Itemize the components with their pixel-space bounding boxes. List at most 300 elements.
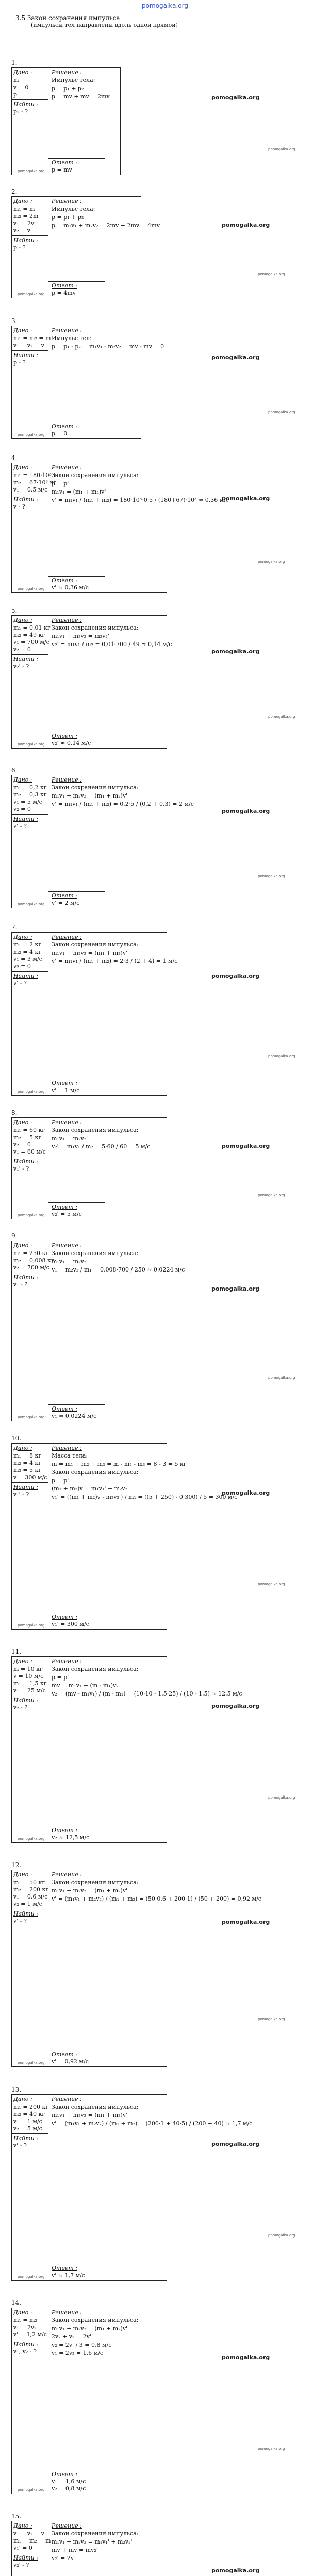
watermark: pomogalka.org — [222, 222, 270, 228]
given-label: Дано : — [13, 464, 32, 471]
answer-value: v₂ = 0,8 м/с — [52, 2485, 86, 2492]
problem-number: 6. — [11, 767, 18, 774]
given-value: m₂ = 4 кг — [13, 948, 42, 955]
answer-value: v₁' = 300 м/с — [52, 1621, 89, 1628]
watermark: pomogalka.org — [222, 1919, 270, 1925]
watermark: pomogalka.org — [222, 808, 270, 815]
given-value: m₂ = 67·10³ кг — [13, 479, 57, 486]
answer-value: p = mv — [52, 166, 72, 173]
find-label: Найти : — [13, 2554, 38, 2561]
solution-column — [48, 1241, 185, 1421]
given-value: v₁ = 1 м/с — [13, 2118, 42, 2125]
solution-column — [48, 463, 229, 592]
given-column — [12, 2521, 51, 2576]
given-divider — [12, 99, 48, 100]
given-value: m₁ = m — [13, 206, 35, 212]
answer-value: v₁ ≈ 0,0224 м/с — [52, 1413, 97, 1419]
answer-value: v' = 0,92 м/с — [52, 2058, 89, 2065]
given-value: v₁ = 0,6 м/с — [13, 1893, 48, 1900]
solution-line: p = p' — [52, 1477, 69, 1484]
problem-box — [11, 2521, 167, 2576]
problem-number: 4. — [11, 454, 18, 462]
solution-label: Решение : — [52, 2522, 82, 2529]
solution-line: v₂' = m₁v₁ / m₂ = 0,01·700 / 49 ≈ 0,14 м/с — [52, 641, 172, 648]
given-divider — [12, 814, 48, 815]
given-label: Дано : — [13, 198, 32, 205]
problem-number: 1. — [11, 59, 18, 66]
given-label: Дано : — [13, 1242, 32, 1249]
answer-label: Ответ : — [52, 577, 77, 584]
watermark: pomogalka.org — [211, 1285, 260, 1292]
problem-number: 13. — [11, 2086, 22, 2093]
watermark-small: pomogalka.org — [268, 715, 295, 719]
answer-label: Ответ : — [52, 282, 77, 289]
solution-line: m₁v₁ = m₂v₂ — [52, 1258, 87, 1265]
given-value: v₁ = 2v₂ — [13, 2324, 37, 2331]
given-column — [12, 1444, 48, 1629]
solution-line: m₁v₁ + m₂v₂ = (m₁ + m₂)v' — [52, 792, 128, 799]
problem-box — [11, 775, 194, 908]
given-column — [12, 775, 48, 908]
solution-column — [48, 933, 178, 1095]
solution-line: v₁' = ((m₁ + m₂)v - m₂v₂') / m₁ = ((5 + 250) - 0·300) / 5 = 300 м/с — [52, 1494, 238, 1500]
given-value: m₁ = 50 кг — [13, 1879, 45, 1886]
problem-box — [11, 1443, 238, 1630]
solution-column — [48, 2308, 167, 2494]
given-column — [12, 68, 48, 175]
solution-label: Решение : — [52, 1658, 82, 1665]
watermark-small: pomogalka.org — [268, 1376, 295, 1380]
solution-line: m₁v₁ = (m₁ + m₂)v' — [52, 488, 106, 495]
problem-box — [11, 326, 164, 439]
solution-line: Закон сохранения импульса: — [52, 1666, 139, 1672]
given-column — [12, 1241, 54, 1421]
solution-line: Закон сохранения импульса: — [52, 2104, 139, 2110]
find-value: v₂' - ? — [13, 2562, 29, 2568]
watermark: pomogalka.org — [222, 1143, 270, 1149]
solution-line: v' = (m₁v₁ + m₂v₂) / (m₁ + m₂) = (50·0,6 + 200·1) / (50 + 200) = 0,92 м/с — [52, 1895, 261, 1902]
given-value: v₂ = 0 — [13, 806, 31, 812]
given-divider — [12, 350, 48, 351]
answer-value: p = 4mv — [52, 290, 76, 296]
given-value: p — [13, 91, 18, 98]
problem-box — [11, 1241, 185, 1421]
problem-number: 12. — [11, 1861, 22, 1869]
solution-line: m₁v₁ + m₂v₂ = (m₁ + m₂)v' — [52, 950, 128, 956]
watermark-small: pomogalka.org — [258, 272, 285, 276]
solution-label: Решение : — [52, 617, 82, 623]
find-value: v - ? — [13, 503, 25, 510]
solution-line: Закон сохранения импульса: — [52, 2317, 139, 2324]
answer-label: Ответ : — [52, 423, 77, 430]
problem-box — [11, 1117, 167, 1219]
solution-line: Закон сохранения импульса: — [52, 1127, 139, 1133]
watermark-small: pomogalka.org — [268, 2233, 295, 2238]
problem-number: 14. — [11, 2299, 22, 2307]
find-label: Найти : — [13, 1274, 38, 1281]
given-value: v₂ = 0 — [13, 646, 31, 653]
given-value: m₁ = 8 кг — [13, 1452, 42, 1459]
solution-line: m₁v₁ + m₂v₂ = m₁v₁' + m₂v₂' — [52, 2538, 133, 2545]
find-value: v' - ? — [13, 1918, 27, 1924]
solution-line: mv + mv = mv₂' — [52, 2547, 98, 2553]
given-value: v₁ = 3 м/с — [13, 956, 42, 962]
find-value: v₁' - ? — [13, 1491, 29, 1498]
answer-value: v₂' = 5 м/с — [52, 1211, 82, 1217]
given-value: m₂ = 2m — [13, 213, 39, 219]
answer-label: Ответ : — [52, 2051, 77, 2058]
find-label: Найти : — [13, 816, 38, 822]
given-value: v₂ = 1 м/с — [13, 1901, 42, 1907]
solution-line: v' = m₁v₁ / (m₁ + m₂) = 0,2·5 / (0,2 + 0,3) = 2 м/с — [52, 801, 194, 807]
given-value: v₁' = 0 — [13, 2545, 32, 2551]
given-label: Дано : — [13, 776, 32, 783]
watermark: pomogalka.org — [211, 354, 260, 361]
given-column — [12, 2308, 48, 2494]
watermark: pomogalka.org — [222, 2354, 270, 2361]
find-value: v₁' - ? — [13, 1165, 29, 1172]
find-value: v' - ? — [13, 2142, 27, 2149]
given-value: v₁ = v₂ = v — [13, 2530, 44, 2537]
given-divider — [12, 971, 48, 972]
given-label: Дано : — [13, 1445, 32, 1451]
given-label: Дано : — [13, 1871, 32, 1878]
solution-label: Решение : — [52, 327, 82, 334]
find-value: v' - ? — [13, 980, 27, 987]
solution-line: v₂ = (mv - m₁v₁) / (m - m₁) = (10·10 - 1,5·25) / (10 - 1,5) ≈ 12,5 м/с — [52, 1690, 242, 1697]
watermark-small: pomogalka.org — [258, 1582, 285, 1586]
answer-label: Ответ : — [52, 1827, 77, 1834]
solution-line: Импульс тела: — [52, 206, 95, 212]
given-label: Дано : — [13, 934, 32, 940]
watermark-small: pomogalka.org — [18, 1623, 45, 1628]
watermark-small: pomogalka.org — [258, 874, 285, 878]
solution-column — [48, 1444, 238, 1629]
problem-number: 10. — [11, 1435, 22, 1442]
solution-line: Закон сохранения импульса: — [52, 1250, 139, 1257]
find-label: Найти : — [13, 973, 38, 979]
solution-line: Закон сохранения импульса: — [52, 472, 139, 479]
answer-value: v' = 2 м/с — [52, 900, 80, 906]
given-value: v₁ = 700 м/с — [13, 639, 50, 646]
given-value: m — [13, 77, 19, 83]
solution-line: p = p' — [52, 1674, 69, 1681]
watermark-small: pomogalka.org — [18, 1837, 45, 1841]
solution-line: p = p₁ + p₂ — [52, 214, 84, 221]
solution-line: v' = m₁v₁ / (m₁ + m₂) = 2·3 / (2 + 4) = 1 м/с — [52, 958, 178, 964]
find-label: Найти : — [13, 1910, 38, 1917]
given-value: v = 10 м/с — [13, 1673, 44, 1680]
answer-divider — [48, 891, 105, 892]
watermark-small: pomogalka.org — [258, 560, 285, 564]
answer-divider — [48, 576, 105, 577]
solution-column — [48, 2521, 167, 2576]
solution-column — [48, 616, 172, 748]
solution-line: p = m₁v₁ + m₂v₂ = 2mv + 2mv = 4mv — [52, 222, 160, 229]
given-label: Дано : — [13, 1658, 32, 1665]
given-label: Дано : — [13, 617, 32, 623]
problem-number: 15. — [11, 2513, 22, 2520]
answer-label: Ответ : — [52, 1614, 77, 1620]
solution-line: 2v₂ + v₂ = 2v' — [52, 2333, 91, 2340]
site-link[interactable]: pomogalka.org — [142, 2, 188, 9]
watermark: pomogalka.org — [211, 973, 260, 979]
given-column — [12, 197, 48, 298]
given-value: m₁ = m₂ = m — [13, 2537, 51, 2544]
problem-box — [11, 2308, 167, 2494]
problem-number: 11. — [11, 1648, 22, 1655]
watermark: pomogalka.org — [211, 2141, 260, 2147]
given-value: v₁ = 2v — [13, 220, 35, 227]
find-value: p - ? — [13, 244, 26, 251]
problem-number: 3. — [11, 317, 18, 325]
given-value: m₃ = 5 кг — [13, 1467, 42, 1473]
given-value: m₂ = 0,3 кг — [13, 791, 47, 798]
answer-value: v' ≈ 1,7 м/с — [52, 2272, 85, 2279]
solution-line: v' = m₁v₁ / (m₁ + m₂) = 180·10³·0,5 / (180+67)·10³ ≈ 0,36 м/с — [52, 497, 229, 503]
solution-line: m₁v₁ = m₂v₂' — [52, 1135, 88, 1142]
solution-line: m₁v₁ + m₂v₂ = (m₁ + m₂)v' — [52, 2112, 128, 2119]
find-label: Найти : — [13, 656, 38, 663]
answer-label: Ответ : — [52, 733, 77, 739]
answer-value: v₂ ≈ 12,5 м/с — [52, 1834, 90, 1841]
answer-divider — [48, 1404, 105, 1405]
solution-label: Решение : — [52, 776, 82, 783]
answer-value: v₂' ≈ 0,14 м/с — [52, 740, 91, 747]
problem-number: 8. — [11, 1109, 18, 1116]
given-value: v₁ = 60 м/с — [13, 1148, 46, 1155]
given-column — [12, 616, 51, 748]
given-value: m₂ = 5 кг — [13, 1134, 42, 1141]
given-value: m₂ = 200 кг — [13, 1886, 49, 1893]
find-label: Найти : — [13, 352, 38, 359]
find-label: Найти : — [13, 2341, 38, 2348]
given-value: v' = 1,2 м/с — [13, 2331, 47, 2338]
solution-line: Закон сохранения импульса: — [52, 1879, 139, 1886]
solution-line: v₂' = 2v — [52, 2555, 74, 2562]
watermark-small: pomogalka.org — [18, 1090, 45, 1094]
solution-label: Решение : — [52, 464, 82, 471]
given-column — [12, 1657, 48, 1842]
problem-box — [11, 196, 160, 298]
given-label: Дано : — [13, 69, 32, 76]
watermark-small: pomogalka.org — [18, 587, 45, 591]
given-value: v₁ = 5 м/с — [13, 799, 42, 805]
solution-line: v₁ = 2v₂ = 1,6 м/с — [52, 2350, 104, 2357]
find-value: v' - ? — [13, 823, 27, 829]
find-label: Найти : — [13, 1697, 38, 1704]
given-value: m₁ = m₂ — [13, 2317, 37, 2324]
given-column — [12, 463, 60, 592]
solution-column — [48, 775, 194, 908]
answer-label: Ответ : — [52, 1405, 77, 1412]
answer-label: Ответ : — [52, 2471, 77, 2478]
find-value: v₂ - ? — [13, 1704, 28, 1711]
solution-column — [48, 1118, 167, 1219]
solution-line: Закон сохранения импульса: — [52, 624, 139, 631]
solution-line: p = p₁ - p₂ = m₁v₁ - m₂v₂ = mv - mv = 0 — [52, 343, 164, 350]
given-value: m₂ = 49 кг — [13, 632, 45, 638]
solution-column — [48, 326, 164, 438]
solution-column — [48, 197, 160, 298]
problem-number: 5. — [11, 607, 18, 614]
find-label: Найти : — [13, 1158, 38, 1165]
answer-divider — [48, 1202, 105, 1203]
watermark-small: pomogalka.org — [18, 1415, 45, 1419]
given-label: Дано : — [13, 2522, 32, 2529]
watermark-small: pomogalka.org — [18, 292, 45, 296]
given-label: Дано : — [13, 2309, 32, 2316]
answer-label: Ответ : — [52, 1204, 77, 1210]
watermark-small: pomogalka.org — [258, 2447, 285, 2451]
given-value: v₁ = 0,5 м/с — [13, 486, 48, 493]
solution-line: m₁v₁ + m₂v₂ = (m₁ + m₂)v' — [52, 2325, 128, 2332]
find-value: p₂ - ? — [13, 108, 28, 115]
watermark-small: pomogalka.org — [268, 1795, 295, 1800]
given-column — [12, 326, 51, 438]
solution-label: Решение : — [52, 198, 82, 205]
given-value: v = 300 м/с — [13, 1474, 47, 1481]
find-value: v₁, v₂ - ? — [13, 2348, 37, 2355]
problem-number: 9. — [11, 1232, 18, 1240]
given-value: m₁ = 0,01 кг — [13, 624, 51, 631]
given-divider — [12, 2133, 48, 2134]
find-label: Найти : — [13, 2135, 38, 2142]
solution-line: Импульс тела: — [52, 77, 95, 83]
solution-line: Закон сохранения импульса: — [52, 1469, 139, 1476]
watermark-small: pomogalka.org — [268, 1054, 295, 1058]
solution-line: p = p₁ + p₂ — [52, 85, 84, 92]
watermark-small: pomogalka.org — [268, 147, 295, 151]
solution-label: Решение : — [52, 1445, 82, 1451]
solution-label: Решение : — [52, 2096, 82, 2103]
given-value: m₁ = 2 кг — [13, 941, 42, 948]
solution-line: v₂ = 2v' / 3 = 0,8 м/с — [52, 2342, 112, 2348]
problem-box — [11, 463, 229, 593]
given-value: v₂ = 700 м/с — [13, 1264, 50, 1271]
solution-line: Масса тела: — [52, 1452, 88, 1459]
given-value: v₂ = 0 — [13, 963, 31, 970]
given-label: Дано : — [13, 2096, 32, 2103]
problem-box — [11, 932, 178, 1096]
solution-line: mv = m₁v₁ + (m - m₁)v₂ — [52, 1682, 119, 1689]
answer-divider — [48, 158, 105, 159]
solution-line: v₂' = m₁v₁ / m₂ = 5·60 / 60 = 5 м/с — [52, 1143, 151, 1150]
answer-label: Ответ : — [52, 2265, 77, 2272]
section-subtitle: (импульсы тел направлены вдоль одной прямой) — [31, 22, 178, 28]
watermark: pomogalka.org — [211, 648, 260, 655]
solution-line: p = p' — [52, 480, 69, 487]
watermark-small: pomogalka.org — [18, 433, 45, 437]
given-value: m₁ = 180·10³ кг — [13, 472, 60, 479]
given-column — [12, 1118, 48, 1219]
answer-divider — [48, 281, 105, 282]
problem-number: 7. — [11, 924, 18, 931]
given-value: v₁ = v₂ = v — [13, 342, 44, 349]
solution-line: (m₁ + m₂)v = m₁v₁' + m₂v₂' — [52, 1485, 129, 1492]
watermark-small: pomogalka.org — [268, 410, 295, 414]
solution-line: Закон сохранения импульса: — [52, 2530, 139, 2537]
problem-box — [11, 615, 172, 749]
given-divider — [12, 235, 48, 236]
given-column — [12, 2095, 48, 2280]
solution-label: Решение : — [52, 934, 82, 940]
find-label: Найти : — [13, 496, 38, 503]
given-value: v₂ = 5 м/с — [13, 2125, 42, 2132]
solution-label: Решение : — [52, 69, 82, 76]
solution-line: m₁v₁ + m₂v₂ = m₂v₂' — [52, 633, 109, 639]
given-label: Дано : — [13, 327, 32, 334]
solution-line: Импульс тел: — [52, 335, 92, 342]
find-label: Найти : — [13, 1484, 38, 1490]
problem-number: 2. — [11, 188, 18, 195]
solution-line: m = m₁ + m₂ + m₃ = m - m₂ - m₃ = 8 - 3 = 5 кг — [52, 1461, 187, 1467]
solution-label: Решение : — [52, 1871, 82, 1878]
given-column — [12, 1870, 48, 2066]
answer-value: p = 0 — [52, 430, 68, 437]
solution-line: v₁ = m₂v₂ / m₁ = 0,008·700 / 250 ≈ 0,0224 м/с — [52, 1266, 185, 1273]
watermark: pomogalka.org — [211, 94, 260, 101]
given-value: m = 10 кг — [13, 1666, 43, 1672]
section-title: 3.5 Закон сохранения импульса — [15, 14, 120, 22]
given-divider — [12, 1482, 48, 1483]
given-column — [12, 933, 48, 1095]
given-value: v₁ = 25 м/с — [13, 1687, 46, 1694]
find-value: p - ? — [13, 359, 26, 366]
given-value: m₁ = 250 кг — [13, 1250, 49, 1257]
solution-label: Решение : — [52, 2309, 82, 2316]
answer-label: Ответ : — [52, 159, 77, 166]
watermark-small: pomogalka.org — [18, 2275, 45, 2279]
solution-line: m₁v₁ + m₂v₂ = (m₁ + m₂)v' — [52, 1887, 128, 1894]
watermark-small: pomogalka.org — [18, 1213, 45, 1217]
watermark-small: pomogalka.org — [18, 169, 45, 173]
problem-box — [11, 67, 121, 175]
watermark: pomogalka.org — [222, 495, 270, 502]
find-value: v₁ - ? — [13, 1281, 28, 1288]
given-value: m₁ = m₂ = m — [13, 335, 51, 342]
watermark-small: pomogalka.org — [18, 742, 45, 747]
given-value: m₁ = 200 кг — [13, 2104, 49, 2110]
find-value: v₂' - ? — [13, 663, 29, 670]
given-value: v = 0 — [13, 84, 29, 91]
watermark-small: pomogalka.org — [258, 2017, 285, 2021]
solution-label: Решение : — [52, 1119, 82, 1126]
answer-value: v' ≈ 0,36 м/с — [52, 584, 89, 591]
given-value: m₁ = 1,5 кг — [13, 1680, 47, 1687]
watermark: pomogalka.org — [211, 1703, 260, 1709]
solution-label: Решение : — [52, 1242, 82, 1249]
given-value: m₂ = 4 кг — [13, 1460, 42, 1466]
solution-line: v' = (m₁v₁ + m₂v₂) / (m₁ + m₂) = (200·1 + 40·5) / (200 + 40) ≈ 1,7 м/с — [52, 2120, 253, 2127]
watermark-small: pomogalka.org — [18, 2488, 45, 2492]
answer-value: v' = 1 м/с — [52, 1087, 80, 1094]
solution-column — [48, 68, 120, 175]
given-value: v₂ = 0 — [13, 1141, 31, 1148]
find-label: Найти : — [13, 237, 38, 244]
given-value: v₂ = v — [13, 227, 31, 234]
watermark-small: pomogalka.org — [18, 902, 45, 906]
answer-value: v₁ = 1,6 м/с — [52, 2478, 86, 2485]
watermark-small: pomogalka.org — [18, 2061, 45, 2065]
watermark: pomogalka.org — [222, 1489, 270, 1496]
solution-line: p = mv + mv = 2mv — [52, 93, 110, 100]
given-value: m₁ = 0,2 кг — [13, 784, 47, 791]
given-label: Дано : — [13, 1119, 32, 1126]
watermark: pomogalka.org — [211, 2567, 260, 2574]
answer-label: Ответ : — [52, 892, 77, 899]
answer-label: Ответ : — [52, 1080, 77, 1087]
